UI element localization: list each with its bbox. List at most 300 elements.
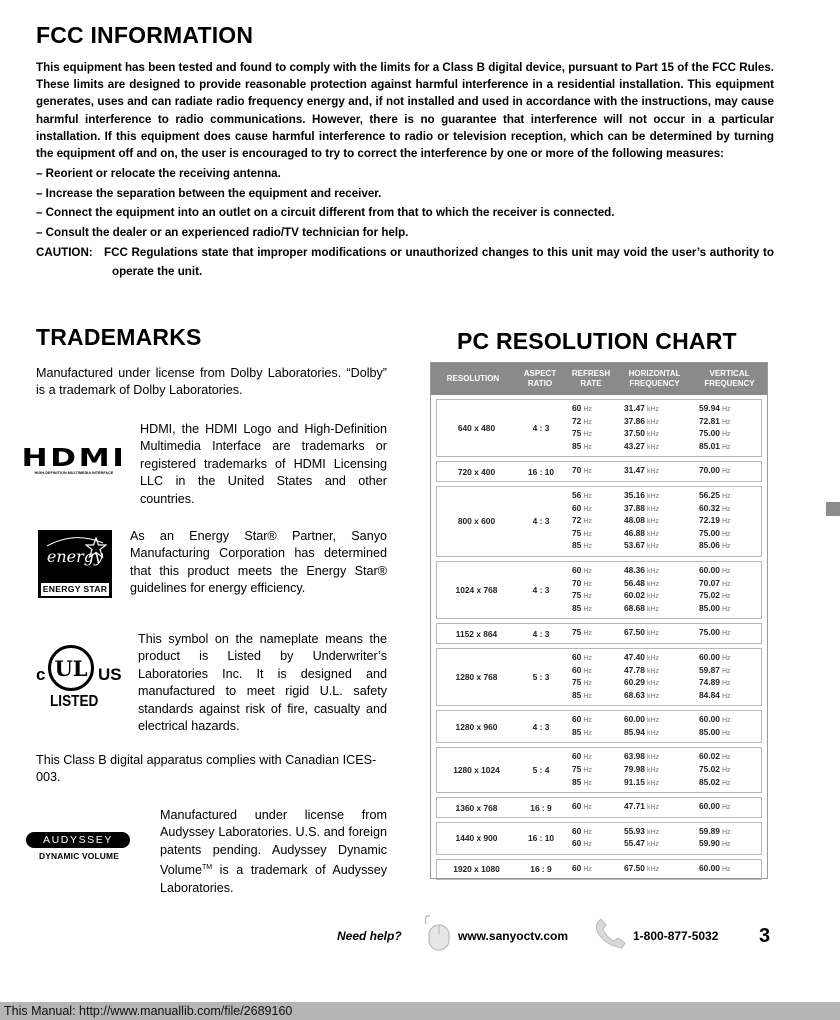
value-number: 37.50: [624, 428, 645, 439]
value-number: 60: [572, 838, 582, 849]
value-number: 70.07: [699, 577, 720, 588]
refresh-rate-cell: [566, 462, 618, 481]
vertical-frequency-cell: [693, 748, 764, 792]
frequency-value: [699, 441, 764, 454]
frequency-value: [572, 751, 618, 764]
audyssey-tm: TM: [202, 864, 213, 872]
trademarks-title: TRADEMARKS: [36, 324, 202, 350]
resolution-cell: 1920 x 1080: [453, 864, 500, 875]
value-number: 60.02: [699, 751, 720, 762]
value-number: 31.47: [624, 403, 645, 413]
value-unit: Hz: [583, 630, 592, 638]
frequency-value: [624, 578, 693, 591]
phone-number[interactable]: 1-800-877-5032: [633, 929, 719, 943]
frequency-value: [572, 714, 618, 727]
table-row: [436, 461, 762, 482]
value-number: 68.63: [624, 689, 645, 700]
value-unit: kHz: [646, 605, 660, 613]
value-number: 85: [572, 440, 582, 451]
refresh-rate-cell: [566, 711, 618, 742]
frequency-value: [572, 528, 618, 541]
frequency-value: [624, 627, 693, 640]
frequency-value: [572, 590, 618, 603]
value-unit: kHz: [646, 667, 660, 675]
value-number: 70: [572, 577, 582, 588]
vertical-frequency-cell: [693, 711, 764, 742]
value-number: 60.00: [699, 564, 720, 575]
value-unit: Hz: [721, 605, 731, 613]
column-header: HORIZONTAL FREQUENCY: [628, 369, 681, 388]
value-number: 63.98: [624, 751, 645, 762]
frequency-value: [699, 777, 764, 790]
ul-circle-icon: [48, 645, 94, 691]
need-help-label: Need help?: [337, 929, 402, 943]
value-number: 60: [572, 801, 582, 812]
value-unit: kHz: [646, 492, 660, 500]
vertical-frequency-cell: [693, 624, 764, 643]
frequency-value: [624, 826, 693, 839]
frequency-value: [572, 727, 618, 740]
value-unit: Hz: [721, 841, 731, 849]
value-unit: Hz: [721, 567, 731, 575]
horizontal-frequency-cell: [618, 462, 693, 481]
horizontal-frequency-cell: [618, 624, 693, 643]
frequency-value: [699, 727, 764, 740]
value-number: 60: [572, 751, 582, 762]
value-number: 85: [572, 602, 582, 613]
frequency-value: [699, 677, 764, 690]
value-number: 60.00: [699, 863, 720, 874]
frequency-value: [699, 590, 764, 603]
value-number: 37.86: [624, 415, 645, 426]
audyssey-logo-word: AUDYSSEY: [26, 832, 130, 848]
value-unit: kHz: [646, 767, 660, 775]
frequency-value: [624, 801, 693, 814]
frequency-value: [699, 665, 764, 678]
value-unit: Hz: [721, 593, 731, 601]
horizontal-frequency-cell: [618, 649, 693, 705]
value-unit: Hz: [721, 505, 731, 513]
frequency-value: [699, 528, 764, 541]
value-unit: Hz: [583, 418, 592, 426]
energy-logo-label: ENERGY STAR: [42, 584, 108, 594]
value-unit: Hz: [583, 505, 592, 513]
value-number: 59.87: [699, 664, 720, 675]
caution-block: [36, 243, 774, 281]
table-row: [436, 623, 762, 644]
website-link[interactable]: www.sanyoctv.com: [458, 929, 569, 943]
hdmi-text: HDMI, the HDMI Logo and High-Definition Multimedia Interface are trademarks or registered trademarks of HDMI Licensing LLC in the United States and other countries.: [140, 422, 387, 506]
frequency-value: [624, 416, 693, 429]
value-unit: Hz: [583, 468, 592, 476]
frequency-value: [572, 403, 618, 416]
refresh-rate-cell: [566, 860, 618, 879]
value-number: 85.94: [624, 726, 645, 737]
value-number: 72.81: [699, 415, 720, 426]
frequency-value: [572, 826, 618, 839]
refresh-rate-cell: [566, 649, 618, 705]
value-number: 60: [572, 664, 582, 675]
value-number: 72.19: [699, 515, 720, 526]
value-unit: Hz: [721, 518, 731, 526]
frequency-value: [624, 652, 693, 665]
table-row: [436, 747, 762, 793]
table-row: [436, 710, 762, 743]
aspect-ratio-cell: 16 : 10: [527, 466, 555, 477]
value-unit: Hz: [583, 406, 592, 413]
chart-title: PC RESOLUTION CHART: [457, 328, 737, 354]
resolution-cell: 1360 x 768: [455, 802, 498, 813]
value-number: 85: [572, 540, 582, 551]
phone-icon: [592, 918, 628, 950]
frequency-value: [572, 503, 618, 516]
frequency-value: [624, 838, 693, 851]
aspect-ratio-cell: 4 : 3: [532, 585, 550, 596]
table-row: [436, 399, 762, 457]
value-unit: kHz: [646, 654, 660, 662]
aspect-ratio-cell: 5 : 3: [532, 672, 550, 683]
value-unit: kHz: [646, 804, 660, 812]
frequency-value: [624, 764, 693, 777]
value-unit: Hz: [721, 530, 731, 538]
horizontal-frequency-cell: [618, 823, 693, 854]
aspect-ratio-cell: 4 : 3: [532, 628, 550, 639]
resolution-cell: 720 x 400: [457, 466, 496, 477]
value-unit: Hz: [721, 492, 731, 500]
value-unit: kHz: [646, 580, 660, 588]
frequency-value: [572, 565, 618, 578]
frequency-value: [624, 714, 693, 727]
frequency-value: [624, 677, 693, 690]
frequency-value: [572, 627, 618, 640]
value-unit: kHz: [646, 692, 660, 700]
value-unit: Hz: [721, 667, 731, 675]
value-unit: Hz: [721, 729, 731, 737]
value-number: 56.25: [699, 489, 720, 500]
value-unit: Hz: [721, 580, 731, 588]
value-number: 85.01: [699, 440, 720, 451]
value-unit: Hz: [721, 804, 731, 812]
value-number: 75: [572, 764, 582, 775]
frequency-value: [699, 565, 764, 578]
value-unit: Hz: [721, 630, 731, 638]
aspect-ratio-cell: 16 : 9: [530, 864, 552, 875]
value-unit: Hz: [583, 605, 592, 613]
section-tab-marker: [826, 502, 840, 516]
horizontal-frequency-cell: [618, 400, 693, 456]
value-number: 70.00: [699, 465, 720, 476]
value-unit: Hz: [721, 654, 731, 662]
frequency-value: [572, 428, 618, 441]
vertical-frequency-cell: [693, 562, 764, 618]
value-unit: Hz: [721, 680, 731, 688]
value-number: 53.67: [624, 540, 645, 551]
value-unit: Hz: [583, 754, 592, 762]
energy-star-text: As an Energy Star® Partner, Sanyo Manufacturing Corporation has determined that this product meets the Energy Star® guidelines for energy efficiency.: [130, 529, 387, 596]
frequency-value: [624, 777, 693, 790]
value-unit: Hz: [583, 841, 592, 849]
table-body: [431, 395, 767, 880]
frequency-value: [624, 690, 693, 703]
horizontal-frequency-cell: [618, 798, 693, 817]
value-unit: Hz: [721, 767, 731, 775]
value-number: 48.36: [624, 564, 645, 575]
frequency-value: [699, 652, 764, 665]
value-number: 56: [572, 489, 582, 500]
hdmi-logo-word: HDMI: [21, 443, 127, 472]
vertical-frequency-cell: [693, 400, 764, 456]
value-number: 85: [572, 689, 582, 700]
vertical-frequency-cell: [693, 798, 764, 817]
value-unit: Hz: [721, 418, 731, 426]
value-unit: kHz: [646, 406, 660, 413]
value-number: 60: [572, 403, 582, 413]
ul-logo-ul: UL: [54, 655, 88, 681]
value-number: 72: [572, 515, 582, 526]
fcc-title: FCC INFORMATION: [36, 22, 254, 48]
fcc-body-text: This equipment has been tested and found to comply with the limits for a Class B digital device, pursuant to Part 15 of the FCC Rules. These limits are designed to provide reasonable protection against harmful interference in a residential installation. This equipment generates, uses and can radiate radio frequency energy and, if not installed and used in accordance with the instructions, may cause harmful interference to radio communications. However, there is no guarantee that interference will not occur in a particular installation. If this equipment does cause harmful interference to radio or television reception, which can be determined by turning the equipment off and on, the user is encouraged to try to correct the interference by one or more of the following measures:: [36, 61, 774, 161]
value-number: 31.47: [624, 465, 645, 476]
frequency-value: [572, 490, 618, 503]
value-number: 85.06: [699, 540, 720, 551]
table-row: [436, 486, 762, 557]
frequency-value: [699, 578, 764, 591]
value-number: 75.02: [699, 764, 720, 775]
value-number: 59.89: [699, 825, 720, 836]
table-row: [436, 797, 762, 818]
refresh-rate-cell: [566, 823, 618, 854]
value-number: 46.88: [624, 527, 645, 538]
value-unit: Hz: [721, 717, 731, 725]
frequency-value: [699, 603, 764, 616]
vertical-frequency-cell: [693, 823, 764, 854]
frequency-value: [572, 690, 618, 703]
resolution-cell: 800 x 600: [457, 516, 496, 527]
caution-label: CAUTION:: [36, 246, 93, 260]
frequency-value: [572, 677, 618, 690]
mouse-icon: [420, 912, 454, 952]
value-unit: kHz: [646, 779, 660, 787]
value-unit: Hz: [583, 866, 592, 874]
resolution-cell: 640 x 480: [457, 423, 496, 434]
value-number: 47.40: [624, 651, 645, 662]
value-number: 70: [572, 465, 582, 476]
aspect-ratio-cell: 5 : 4: [532, 765, 550, 776]
value-unit: Hz: [583, 431, 592, 439]
frequency-value: [572, 665, 618, 678]
value-number: 59.94: [699, 403, 720, 413]
value-unit: Hz: [721, 443, 731, 451]
value-number: 85: [572, 726, 582, 737]
frequency-value: [624, 528, 693, 541]
value-unit: kHz: [646, 468, 660, 476]
table-row: [436, 822, 762, 855]
value-number: 43.27: [624, 440, 645, 451]
table-header: [431, 363, 767, 395]
frequency-value: [572, 465, 618, 478]
value-unit: Hz: [583, 492, 592, 500]
frequency-value: [624, 428, 693, 441]
table-row: [436, 561, 762, 619]
refresh-rate-cell: [566, 748, 618, 792]
value-number: 47.71: [624, 801, 645, 812]
energy-logo-script: energy: [46, 547, 104, 566]
frequency-value: [699, 751, 764, 764]
value-number: 55.47: [624, 838, 645, 849]
frequency-value: [699, 403, 764, 416]
value-unit: Hz: [721, 754, 731, 762]
value-unit: kHz: [646, 630, 660, 638]
ul-logo-c: c: [36, 665, 46, 684]
value-unit: Hz: [721, 779, 731, 787]
table-row: [436, 859, 762, 880]
value-number: 60.02: [624, 590, 645, 601]
value-unit: kHz: [646, 866, 660, 874]
frequency-value: [699, 515, 764, 528]
value-unit: Hz: [721, 866, 731, 874]
horizontal-frequency-cell: [618, 860, 693, 879]
audyssey-logo-subtitle: DYNAMIC VOLUME: [38, 851, 120, 861]
value-unit: Hz: [583, 717, 592, 725]
value-number: 67.50: [624, 627, 645, 638]
value-unit: kHz: [646, 729, 660, 737]
value-unit: Hz: [721, 431, 731, 439]
ul-logo-us: US: [98, 665, 122, 684]
value-number: 48.08: [624, 515, 645, 526]
value-number: 85.02: [699, 776, 720, 787]
value-number: 60.29: [624, 677, 645, 688]
horizontal-frequency-cell: [618, 487, 693, 556]
value-number: 56.48: [624, 577, 645, 588]
value-unit: kHz: [646, 418, 660, 426]
hdmi-logo-subtitle: HIGH-DEFINITION MULTIMEDIA INTERFACE: [34, 471, 114, 475]
frequency-value: [572, 764, 618, 777]
value-unit: kHz: [646, 543, 660, 551]
value-number: 74.89: [699, 677, 720, 688]
value-number: 60: [572, 651, 582, 662]
frequency-value: [624, 441, 693, 454]
resolution-cell: 1024 x 768: [455, 585, 498, 596]
value-number: 75.02: [699, 590, 720, 601]
table-row: [436, 648, 762, 706]
horizontal-frequency-cell: [618, 711, 693, 742]
value-unit: Hz: [583, 593, 592, 601]
aspect-ratio-cell: 4 : 3: [532, 423, 550, 434]
frequency-value: [699, 826, 764, 839]
audyssey-text-main: Manufactured under license from Audyssey Laboratories. U.S. and foreign patents pending. Audyssey Dynamic Volume: [160, 808, 387, 878]
value-number: 55.93: [624, 825, 645, 836]
value-number: 75.00: [699, 527, 720, 538]
audyssey-logo: [26, 832, 132, 866]
value-number: 75: [572, 627, 582, 638]
resolution-cell: 1280 x 960: [455, 721, 498, 732]
frequency-value: [572, 578, 618, 591]
value-unit: Hz: [583, 680, 592, 688]
value-unit: Hz: [583, 518, 592, 526]
value-unit: Hz: [721, 406, 731, 413]
value-unit: Hz: [721, 692, 731, 700]
frequency-value: [624, 540, 693, 553]
value-number: 60: [572, 564, 582, 575]
value-number: 60.00: [699, 801, 720, 812]
value-unit: Hz: [583, 767, 592, 775]
value-unit: Hz: [583, 779, 592, 787]
fcc-section: [36, 59, 774, 281]
vertical-frequency-cell: [693, 860, 764, 879]
ul-listed-logo: [34, 643, 128, 717]
frequency-value: [572, 801, 618, 814]
value-number: 75: [572, 527, 582, 538]
fcc-measures-list: [36, 164, 774, 242]
refresh-rate-cell: [566, 624, 618, 643]
value-number: 60: [572, 502, 582, 513]
manual-source-bar[interactable]: This Manual: http://www.manuallib.com/file/2689160: [0, 1002, 840, 1020]
horizontal-frequency-cell: [618, 562, 693, 618]
column-header: REFRESH RATE: [571, 369, 611, 388]
frequency-value: [572, 603, 618, 616]
value-number: 60.00: [624, 714, 645, 725]
value-number: 85: [572, 776, 582, 787]
audyssey-text: [160, 807, 387, 897]
value-number: 75.00: [699, 428, 720, 439]
column-header: RESOLUTION: [446, 374, 500, 383]
frequency-value: [572, 838, 618, 851]
caution-text: FCC Regulations state that improper modifications or unauthorized changes to this unit may void the user’s authority to operate the unit.: [104, 246, 774, 279]
value-number: 60: [572, 863, 582, 874]
refresh-rate-cell: [566, 400, 618, 456]
value-number: 75: [572, 677, 582, 688]
frequency-value: [699, 801, 764, 814]
fcc-measure-item: – Connect the equipment into an outlet on a circuit different from that to which the receiver is connected.: [36, 206, 615, 220]
value-number: 47.78: [624, 664, 645, 675]
value-number: 37.88: [624, 502, 645, 513]
value-unit: Hz: [721, 828, 731, 836]
frequency-value: [699, 490, 764, 503]
value-number: 60: [572, 714, 582, 725]
value-unit: Hz: [583, 692, 592, 700]
value-number: 67.50: [624, 863, 645, 874]
frequency-value: [699, 838, 764, 851]
resolution-cell: 1152 x 864: [455, 628, 498, 639]
value-number: 60.00: [699, 714, 720, 725]
value-unit: Hz: [583, 580, 592, 588]
frequency-value: [624, 465, 693, 478]
value-unit: kHz: [646, 680, 660, 688]
frequency-value: [699, 764, 764, 777]
value-number: 35.16: [624, 489, 645, 500]
value-unit: kHz: [646, 431, 660, 439]
vertical-frequency-cell: [693, 487, 764, 556]
value-number: 84.84: [699, 689, 720, 700]
value-unit: Hz: [583, 567, 592, 575]
frequency-value: [699, 428, 764, 441]
column-header: ASPECT RATIO: [523, 369, 557, 388]
frequency-value: [624, 863, 693, 876]
aspect-ratio-cell: 4 : 3: [532, 721, 550, 732]
value-number: 85.00: [699, 726, 720, 737]
frequency-value: [699, 714, 764, 727]
value-number: 59.90: [699, 838, 720, 849]
aspect-ratio-cell: 16 : 10: [527, 833, 555, 844]
refresh-rate-cell: [566, 562, 618, 618]
frequency-value: [624, 565, 693, 578]
value-number: 79.98: [624, 764, 645, 775]
value-unit: Hz: [583, 543, 592, 551]
horizontal-frequency-cell: [618, 748, 693, 792]
value-number: 60.32: [699, 502, 720, 513]
vertical-frequency-cell: [693, 649, 764, 705]
frequency-value: [699, 627, 764, 640]
